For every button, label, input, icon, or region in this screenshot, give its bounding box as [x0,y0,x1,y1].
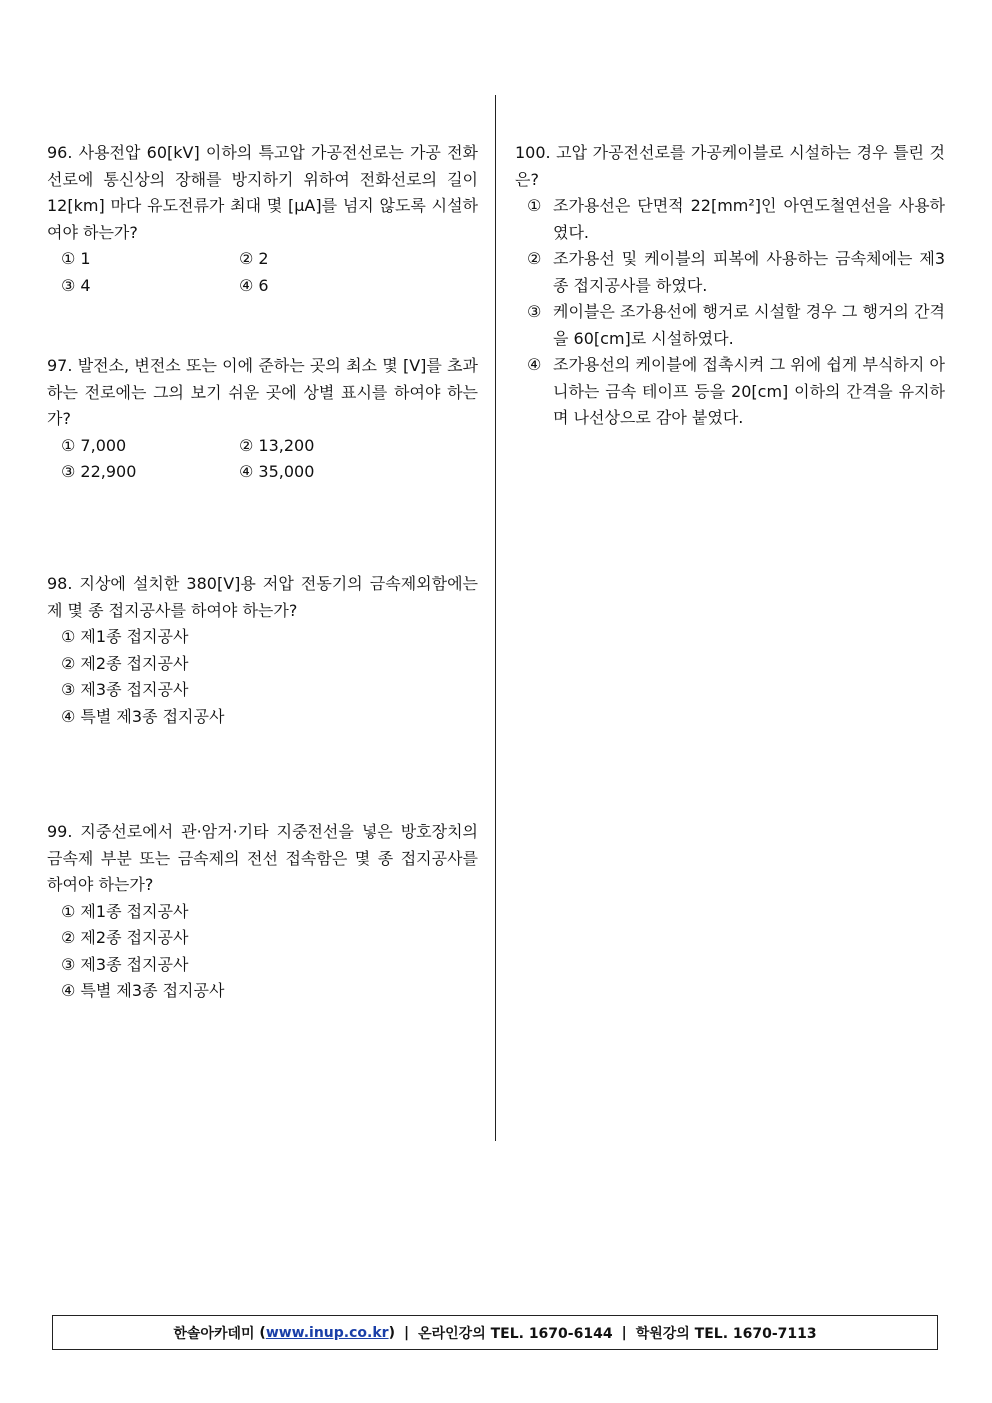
option-4 [527,352,945,432]
footer-separator: | [403,1324,410,1341]
option-3: ③ 제3종 접지공사 [61,680,189,699]
option-3 [527,299,945,352]
question-96 [47,140,478,299]
url-wrapper: (www.inup.co.kr) [254,1324,395,1341]
question-96-options [61,246,478,299]
option-number: ② [527,249,542,268]
option-1: ① 7,000 [61,435,127,455]
option-number: ④ [527,355,542,374]
option-number: ③ [527,302,542,321]
option-text: 조가용선의 케이블에 접촉시켜 그 위에 쉽게 부식하지 아니하는 금속 테이프 등을 20[cm] 이하의 간격을 유지하며 나선상으로 감아 붙였다. [553,355,945,427]
question-99 [47,819,478,1005]
question-98-text: 98. 지상에 설치한 380[V]용 저압 전동기의 금속제외함에는 제 몇 종 접지공사를 하여야 하는가? [47,574,478,620]
question-96-text: 96. 사용전압 60[kV] 이하의 특고압 가공전선로는 가공 전화선로에 통신상의 장해를 방지하기 위하여 전화선로의 길이 12[km] 마다 유도전류가 최대 몇 [μA]를 넘지 않도록 시설하여야 하는가? [47,143,478,242]
footer-separator: | [621,1324,627,1341]
footer-bar [52,1315,938,1350]
question-97 [47,353,478,486]
option-4: ④ 특별 제3종 접지공사 [61,706,225,726]
option-text: 조가용선 및 케이블의 피복에 사용하는 금속체에는 제3종 접지공사를 하였다. [553,249,945,295]
option-4: ④ 6 [239,275,269,295]
question-98 [47,571,478,730]
option-2: ② 제2종 접지공사 [61,928,189,947]
option-3: ③ 제3종 접지공사 [61,954,189,974]
question-99-text: 99. 지중선로에서 관·암거·기타 지중전선을 넣은 방호장치의 금속제 부분 또는 금속제의 전선 접속함은 몇 종 접지공사를 하여야 하는가? [47,822,478,894]
option-2: ② 2 [239,249,269,268]
academy-lecture-tel: 학원강의 TEL. 1670-7113 [635,1325,817,1342]
question-97-options [61,433,478,486]
option-text: 케이블은 조가용선에 행거로 시설할 경우 그 행거의 간격을 60[cm]로 시설하였다. [553,302,945,348]
option-1: ① 1 [61,249,91,268]
option-1: ① 제1종 접지공사 [61,627,189,646]
option-2 [527,246,945,299]
academy-name: 한솔아카데미 [173,1325,255,1342]
option-1 [527,193,945,246]
question-100 [515,140,945,432]
website-link[interactable]: www.inup.co.kr [265,1324,389,1341]
question-97-text: 97. 발전소, 변전소 또는 이에 준하는 곳의 최소 몇 [V]를 초과하는 전로에는 그의 보기 쉬운 곳에 상별 표시를 하여야 하는가? [47,356,478,428]
option-2: ② 13,200 [239,435,315,455]
question-100-text: 100. 고압 가공전선로를 가공케이블로 시설하는 경우 틀린 것은? [515,143,945,189]
option-3: ③ 22,900 [61,462,137,481]
option-number: ① [527,196,542,215]
column-divider [495,95,496,1141]
option-2: ② 제2종 접지공사 [61,653,189,673]
question-99-options [61,899,478,1005]
question-98-options [61,624,478,730]
option-text: 조가용선은 단면적 22[mm²]인 아연도철연선을 사용하였다. [553,196,945,242]
online-lecture-tel: 온라인강의 TEL. 1670-6144 [418,1325,613,1342]
option-1: ① 제1종 접지공사 [61,901,189,921]
option-3: ③ 4 [61,275,91,295]
option-4: ④ 35,000 [239,462,315,481]
option-4: ④ 특별 제3종 접지공사 [61,981,225,1000]
